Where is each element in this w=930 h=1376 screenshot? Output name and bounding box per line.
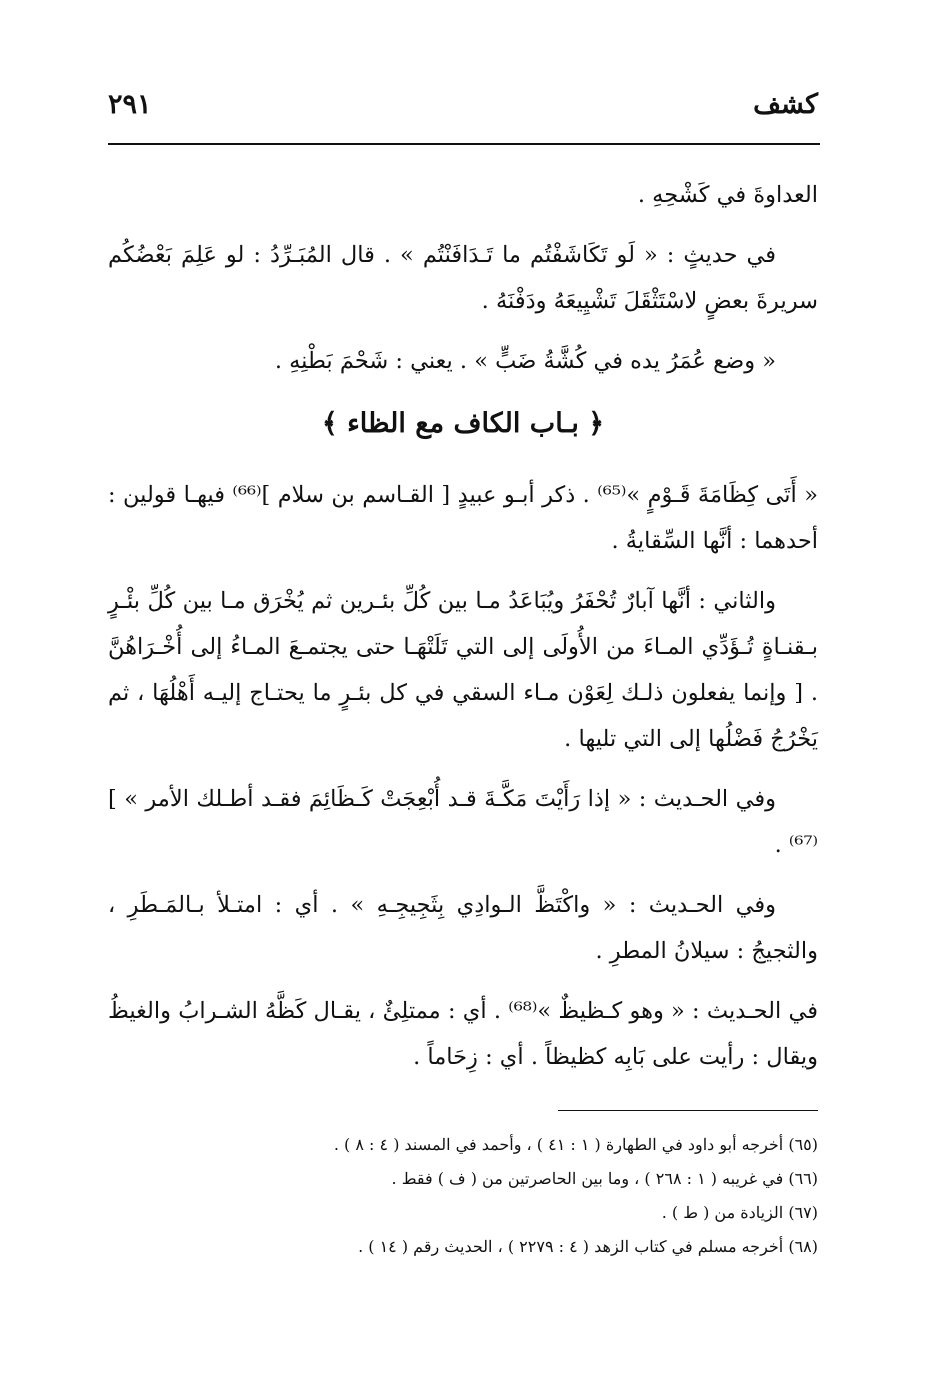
paragraph: في حديثٍ : « لَو تَكَاشَفْتُم ما تَـدَافَنْتُم » . قال المُبَـرِّدُ : لو عَلِمَ بَعْضُكُم سريرةَ بعضٍ لاسْتَثْقَلَ تَشْيِيعَهُ ودَفْنَهُ . (108, 242, 818, 314)
header-rule (108, 143, 820, 145)
running-head: كشف (753, 89, 818, 120)
footnote: (٦٧) الزيادة من ( ط ) . (661, 1203, 818, 1222)
paragraph: « أَتَى كِظَامَةَ قَـوْمٍ »⁽⁶⁵⁾ . ذكر أبـو عبيدٍ [ القـاسم بن سلام ]⁽⁶⁶⁾ فيهـا قولين : أحدهما : أنَّها السِّقايةُ . (108, 482, 818, 554)
paragraph: « وضع عُمَرُ يده في كُشَّةُ ضَبٍّ » . يعني : شَحْمَ بَطْنِهِ . (274, 348, 776, 374)
footnote-rule (558, 1110, 818, 1111)
paragraph: والثاني : أنَّها آبارٌ تُحْفَرُ ويُبَاعَدُ مـا بين كُلِّ بئـرين ثم يُخْرَق مـا بين كُلِّ بئْـرٍ بـقنـاةٍ تُـؤَدِّي المـاءَ من الأُولَى إلى التي تَلَتْهَـا حتى يجتمـعَ المـاءُ إلى أُخْـرَاهُنَّ . [ وإنما يفعلون ذلـك لِعَوْن مـاء السقي في كل بئـرٍ ما يحتـاج إليـه أَهْلُهَا ، ثم يَخْرُجُ فَضْلُها إلى التي تليها . (108, 588, 818, 752)
paragraph: وفي الحـديث : « واكْتَظَّ الـوادِي بِثَجِيجِـهِ » . أي : امتـلأ بـالمَـطَرِ ، والثجيجُ : سيلانُ المطرِ . (108, 892, 818, 964)
paragraph: وفي الحـديث : « إذا رَأَيْتَ مَكَّـةَ قـد أُبْعِجَتْ كَـظَائِمَ فقـد أطـلك الأمر » ]⁽⁶⁷⁾ . (108, 786, 818, 858)
footnote: (٦٨) أخرجه مسلم في كتاب الزهد ( ٤ : ٢٢٧٩ ) ، الحديث رقم ( ١٤ ) . (358, 1237, 818, 1256)
chapter-title: ﴿ بـاب الكاف مع الظاء ﴾ (321, 408, 605, 439)
footnote: (٦٥) أخرجه أبو داود في الطهارة ( ١ : ٤١ ) ، وأحمد في المسند ( ٤ : ٨ ) . (333, 1135, 818, 1154)
main-text (108, 172, 818, 1094)
page-header (108, 86, 818, 126)
footnotes (108, 1128, 818, 1264)
footnote: (٦٦) في غريبه ( ١ : ٢٦٨ ) ، وما بين الحاصرتين من ( ف ) فقط . (391, 1169, 818, 1188)
page-number: ٢٩١ (108, 89, 152, 120)
paragraph: في الحـديث : « وهو كـظيظٌ »⁽⁶⁸⁾ . أي : ممتلِئٌ ، يقـال كَظَّهُ الشـرابُ والغيظُ ويقال : رأيت على بَابِه كظيظاً . أي : زِحَاماً . (108, 998, 818, 1070)
paragraph: العداوةَ في كَشْحِهِ . (637, 182, 818, 208)
